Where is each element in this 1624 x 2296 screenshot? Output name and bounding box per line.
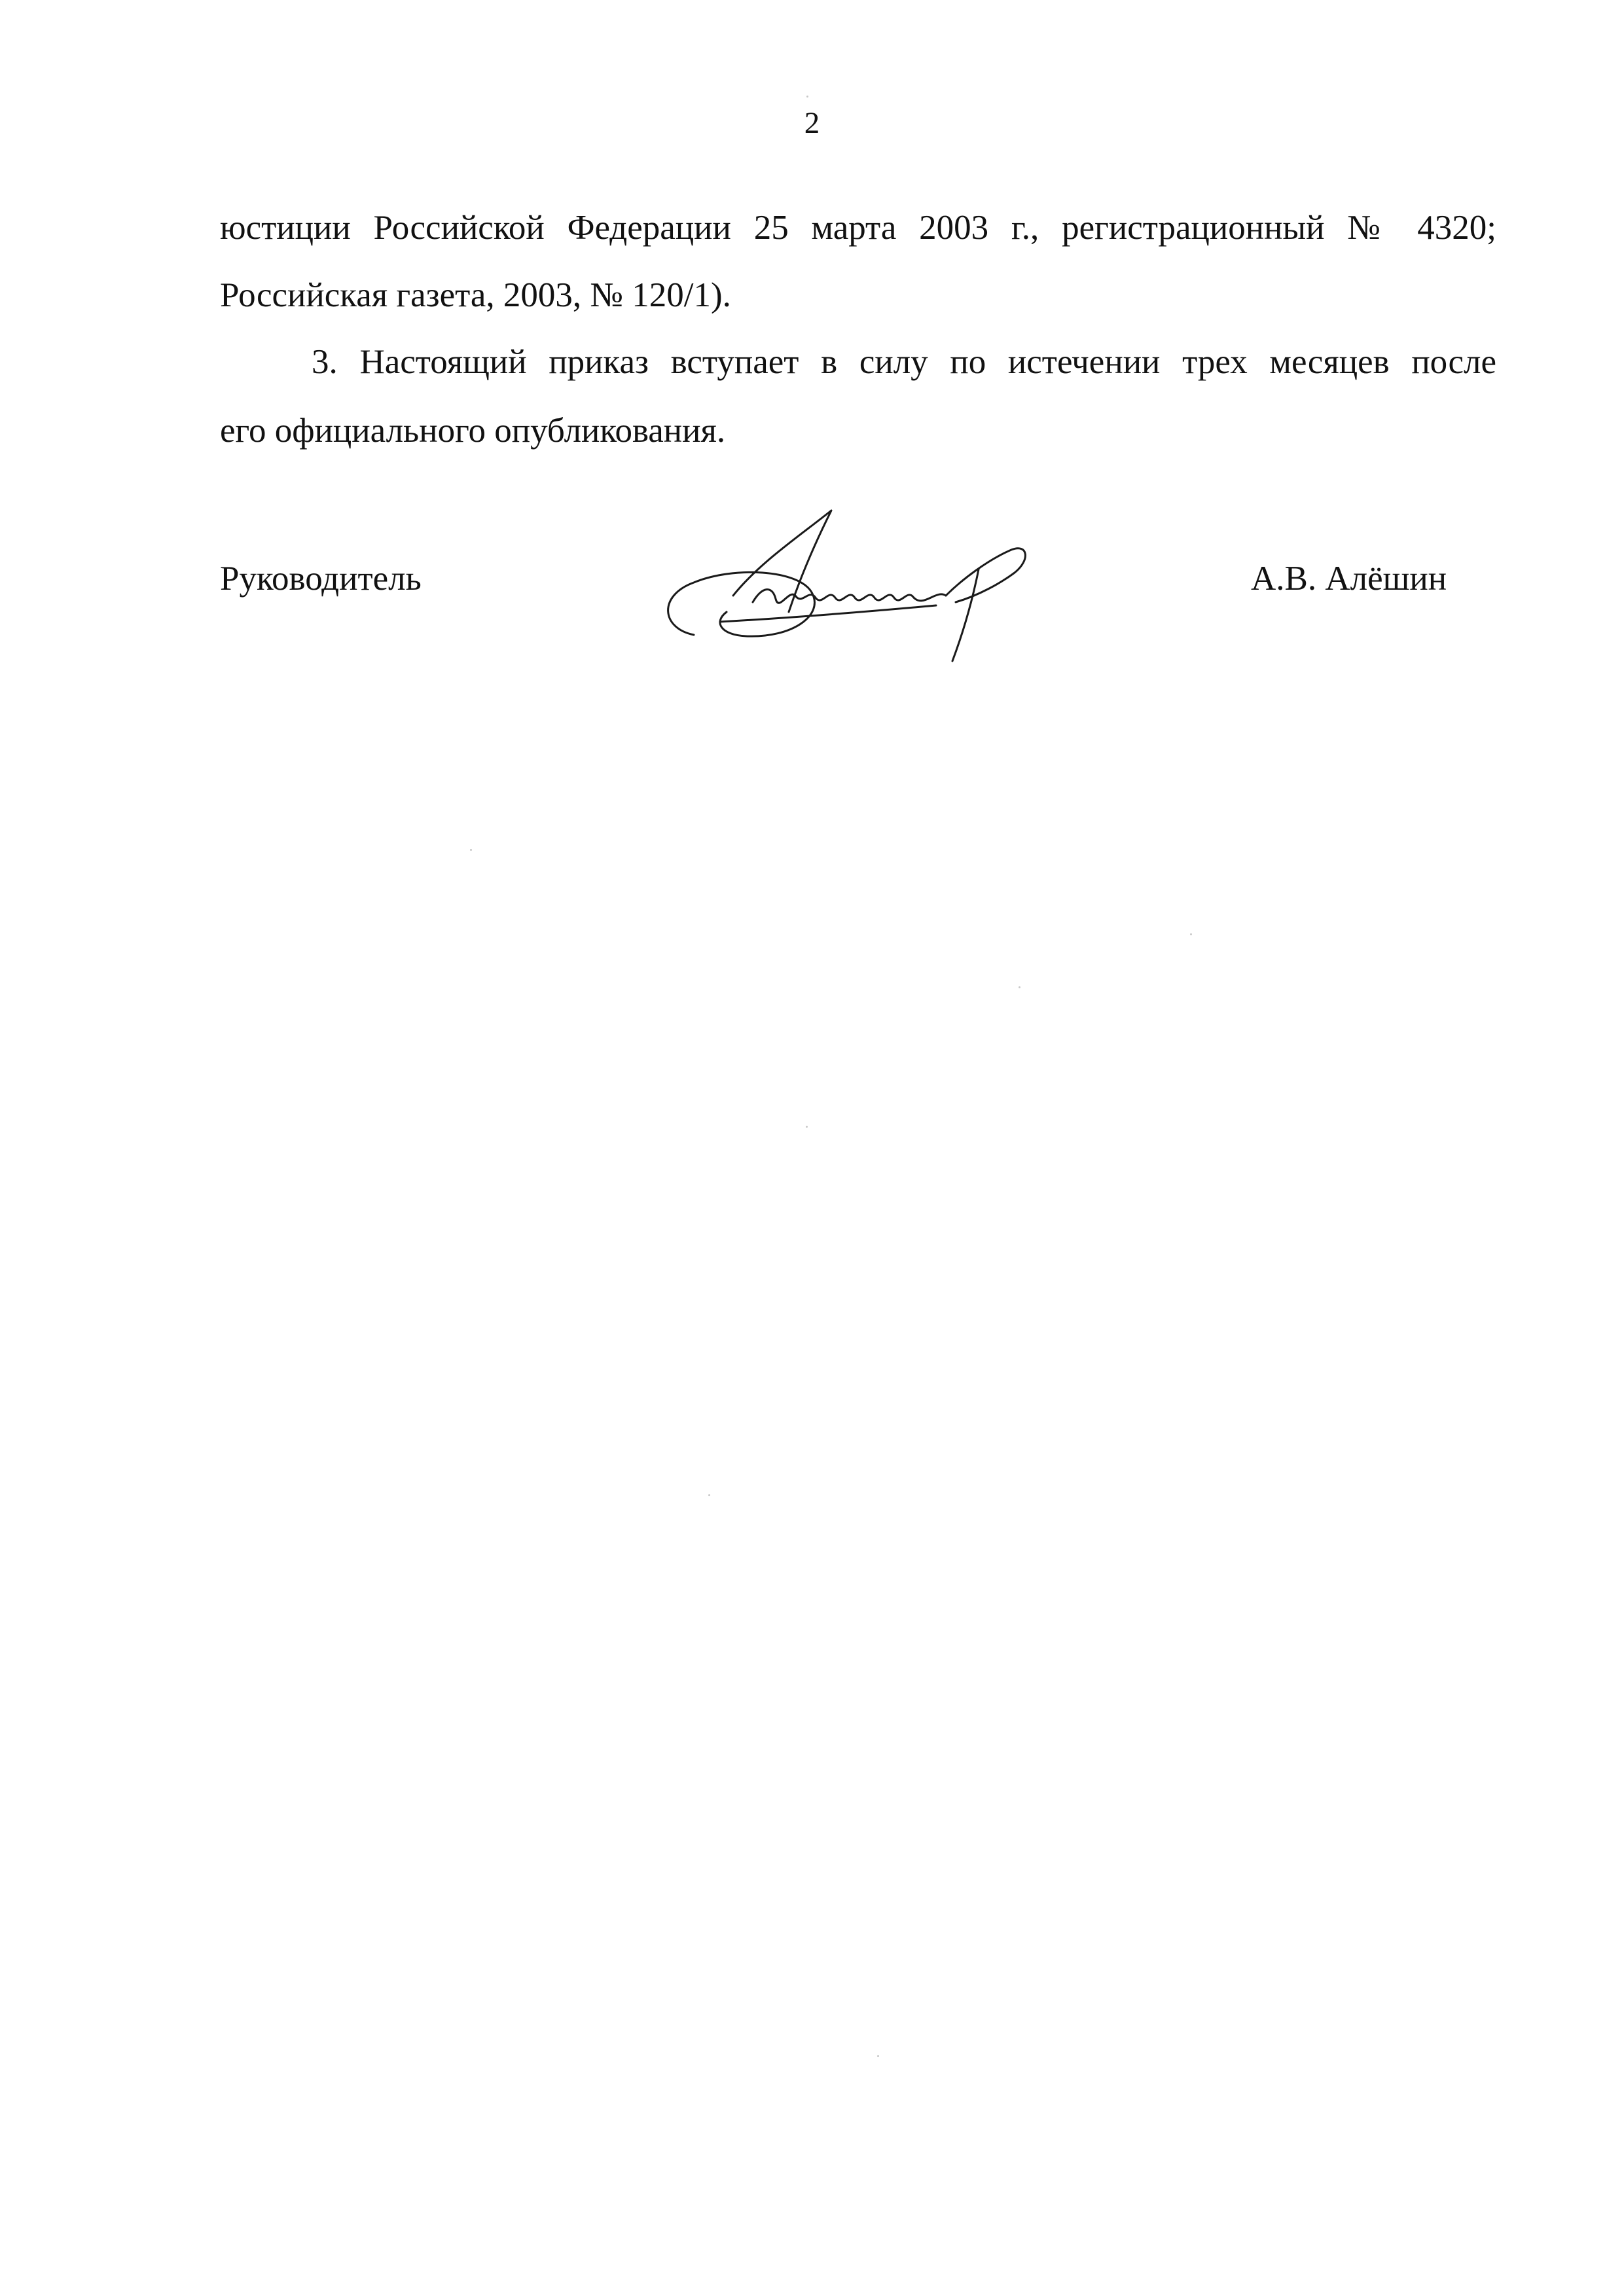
scan-speck bbox=[1019, 986, 1020, 988]
scan-speck bbox=[470, 849, 472, 851]
scan-speck bbox=[1190, 933, 1192, 935]
body-text-line: 3. Настоящий приказ вступает в силу по истечении трех месяцев после bbox=[312, 343, 1496, 381]
scan-speck bbox=[806, 96, 808, 98]
body-text-line: Российская газета, 2003, № 120/1). bbox=[220, 276, 731, 314]
scan-speck bbox=[806, 1126, 808, 1128]
body-text-line: его официального опубликования. bbox=[220, 412, 726, 450]
handwritten-signature bbox=[648, 497, 1080, 681]
scan-speck bbox=[877, 2055, 879, 2057]
signer-title: Руководитель bbox=[220, 560, 422, 598]
body-text-line: юстиции Российской Федерации 25 марта 2003 г., регистрационный № 4320; bbox=[220, 209, 1496, 247]
page-number: 2 bbox=[804, 106, 820, 140]
scan-speck bbox=[708, 1494, 710, 1496]
signer-name: А.В. Алёшин bbox=[1251, 560, 1447, 598]
